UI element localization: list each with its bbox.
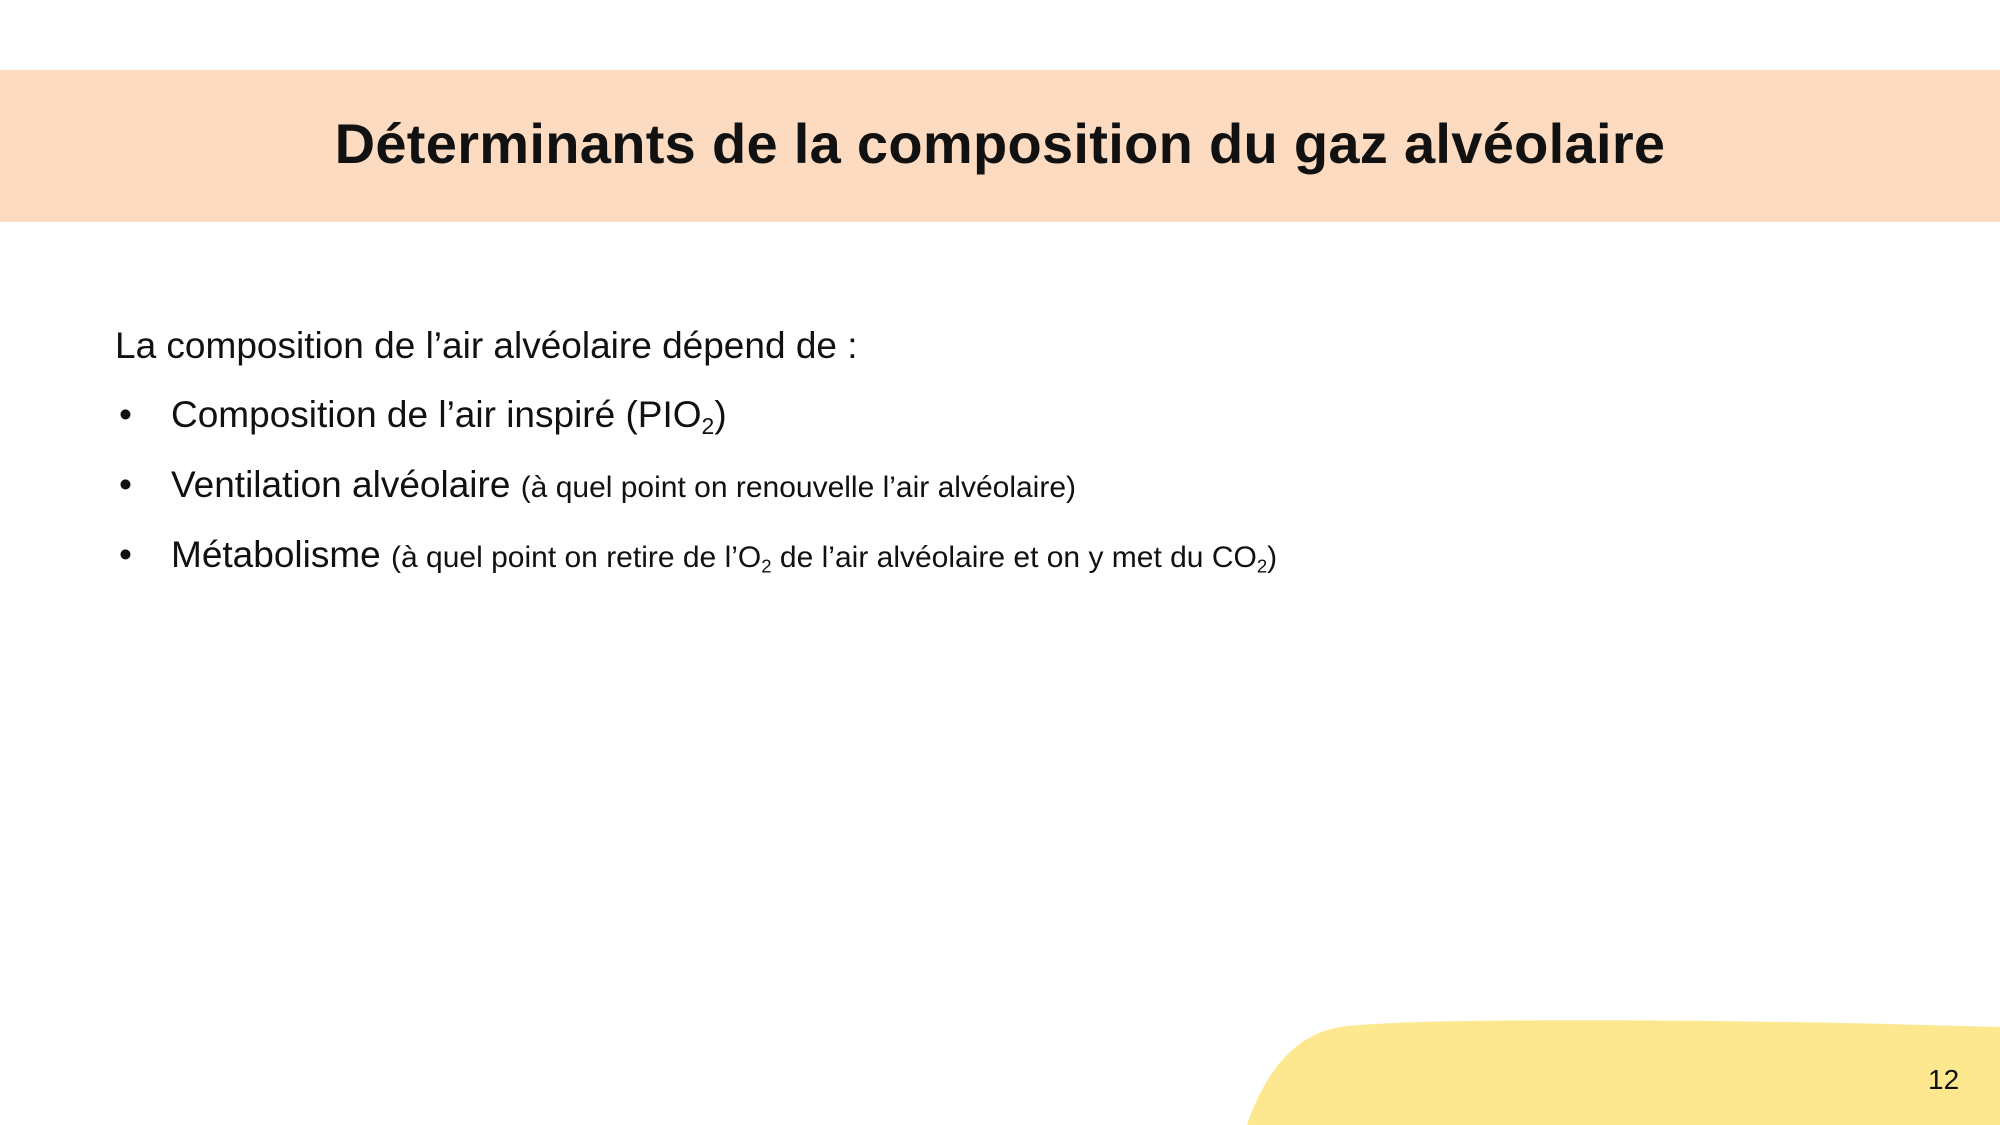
bullet-item: • Ventilation alvéolaire (à quel point on renouvelle l’air alvéolaire) (119, 464, 1077, 505)
intro-text: La composition de l’air alvéolaire dépend de : (115, 325, 858, 366)
bullet-icon: • (119, 464, 132, 505)
bullet-icon: • (119, 394, 132, 435)
page-number: 12 (1928, 1064, 1960, 1095)
slide-title: Déterminants de la composition du gaz alvéolaire (334, 111, 1666, 175)
bullet-icon: • (119, 534, 132, 575)
bullet-item: • Composition de l’air inspiré $(PIO_2)$ (119, 394, 727, 439)
bullet-item: • Métabolisme (à quel point on retire de $l’O_2$ de l’air alvéolaire et on y met du $CO_2$) (119, 534, 1278, 577)
